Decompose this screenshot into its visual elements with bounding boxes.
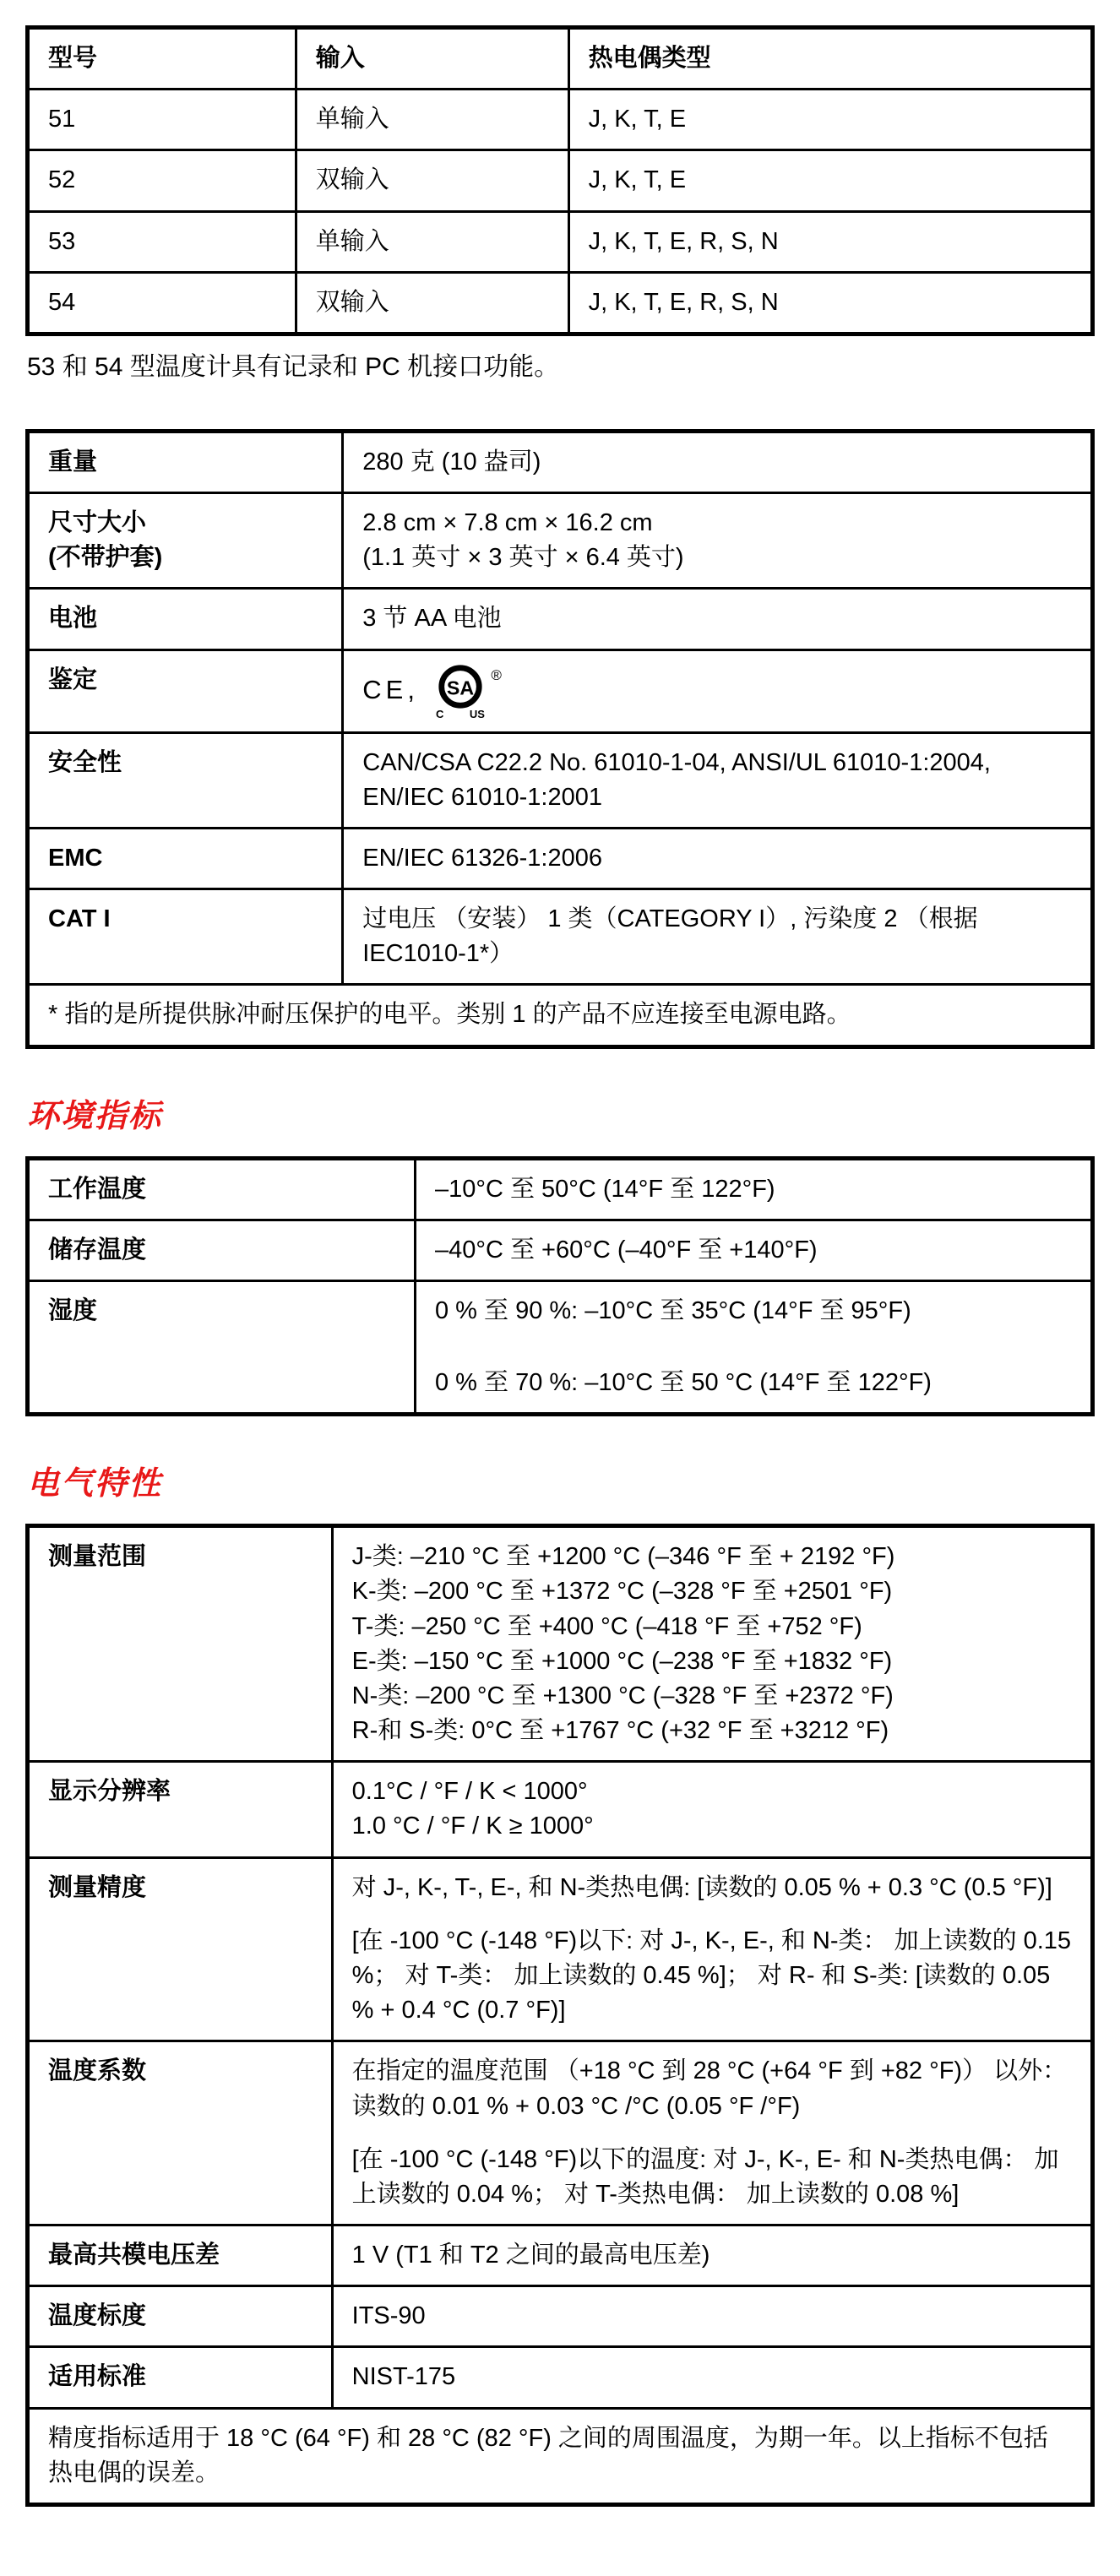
model-cell: 54	[28, 272, 296, 334]
table-row	[28, 1220, 1093, 1280]
table-row	[28, 211, 1093, 272]
table-row	[28, 1526, 1093, 1762]
elec-label-scale: 温度标度	[28, 2286, 333, 2347]
spec-label-weight: 重量	[28, 431, 343, 492]
csa-logo-subtext	[436, 709, 485, 720]
model-cell: 52	[28, 150, 296, 211]
env-label-operating-temp: 工作温度	[28, 1158, 416, 1220]
tc-type-cell: J, K, T, E, R, S, N	[568, 272, 1092, 334]
spec-value-safety: CAN/CSA C22.2 No. 61010-1-04, ANSI/UL 61010-1:2004, EN/IEC 61010-1:2001	[343, 732, 1093, 828]
spec-value-size-line2: (1.1 英寸 × 3 英寸 × 6.4 英寸)	[362, 544, 684, 572]
input-cell: 单输入	[296, 90, 568, 150]
input-cell: 双输入	[296, 272, 568, 334]
csa-logo-icon	[436, 663, 485, 712]
range-line-e: E-类: –150 °C 至 +1000 °C (–238 °F 至 +1832 °F)	[351, 1647, 893, 1675]
table-row	[28, 2286, 1093, 2347]
electrical-table	[25, 1524, 1095, 2507]
env-humidity-line1: 0 % 至 90 %: –10°C 至 35°C (14°F 至 95°F)	[435, 1296, 911, 1324]
elec-label-standard: 适用标准	[28, 2347, 333, 2408]
elec-label-tempco: 温度系数	[28, 2041, 333, 2225]
env-value-operating-temp: –10°C 至 50°C (14°F 至 122°F)	[416, 1158, 1093, 1220]
tc-type-cell: J, K, T, E, R, S, N	[568, 211, 1092, 272]
range-line-n: N-类: –200 °C 至 +1300 °C (–328 °F 至 +2372 °F)	[351, 1682, 894, 1709]
spec-value-weight: 280 克 (10 盎司)	[343, 431, 1093, 492]
electrical-section-heading: 电气特性	[27, 1466, 163, 1503]
spec-value-certification	[343, 649, 1093, 732]
spec-label-certification: 鉴定	[28, 649, 343, 732]
spec-label-safety: 安全性	[28, 732, 343, 828]
elec-value-tempco	[332, 2041, 1092, 2225]
env-label-humidity: 湿度	[28, 1280, 416, 1414]
spec-label-size	[28, 493, 343, 589]
model-table	[25, 25, 1095, 336]
csa-sub-us: US	[469, 707, 485, 720]
resolution-line1: 0.1°C / °F / K < 1000°	[351, 1778, 588, 1806]
environment-section-heading: 环境指标	[27, 1098, 163, 1134]
environment-table	[25, 1156, 1095, 1417]
csa-logo	[435, 663, 502, 720]
table-row	[28, 2408, 1093, 2504]
spec-label-battery: 电池	[28, 589, 343, 649]
general-spec-footnote: * 指的是所提供脉冲耐压保护的电平。类别 1 的产品不应连接至电源电路。	[28, 985, 1093, 1046]
electrical-footnote: 精度指标适用于 18 °C (64 °F) 和 28 °C (82 °F) 之间的周围温度，为期一年。以上指标不包括热电偶的误差。	[28, 2408, 1093, 2504]
env-label-storage-temp: 储存温度	[28, 1220, 416, 1280]
env-humidity-line2: 0 % 至 70 %: –10°C 至 50 °C (14°F 至 122°F)	[435, 1369, 932, 1397]
table-row	[28, 649, 1093, 732]
table-row	[28, 2041, 1093, 2225]
table-row	[28, 431, 1093, 492]
resolution-line2: 1.0 °C / °F / K ≥ 1000°	[351, 1812, 594, 1840]
elec-label-cmv: 最高共模电压差	[28, 2225, 333, 2286]
elec-value-range	[332, 1526, 1092, 1762]
svg-text:SA: SA	[446, 677, 475, 699]
tempco-paragraph-1: 在指定的温度范围 （+18 °C 到 28 °C (+64 °F 到 +82 °F)） 以外： 读数的 0.01 % + 0.03 °C /°C (0.05 °F /°F)	[351, 2057, 1068, 2120]
env-value-humidity	[416, 1280, 1093, 1414]
spec-value-size	[343, 493, 1093, 589]
general-spec-table	[25, 429, 1095, 1049]
table-row	[28, 150, 1093, 211]
model-cell: 51	[28, 90, 296, 150]
tc-type-cell: J, K, T, E	[568, 90, 1092, 150]
table-row	[28, 272, 1093, 334]
range-line-k: K-类: –200 °C 至 +1372 °C (–328 °F 至 +2501 °F)	[351, 1578, 893, 1606]
model-table-header-model: 型号	[28, 28, 296, 90]
spec-value-cat: 过电压 （安装） 1 类（CATEGORY I）, 污染度 2 （根据 IEC1010-1*）	[343, 889, 1093, 985]
spec-label-emc: EMC	[28, 828, 343, 889]
spec-label-size-line2: (不带护套)	[48, 544, 163, 572]
elec-label-resolution: 显示分辨率	[28, 1762, 333, 1857]
table-row	[28, 1762, 1093, 1857]
spec-value-emc: EN/IEC 61326-1:2006	[343, 828, 1093, 889]
model-table-header-tc-type: 热电偶类型	[568, 28, 1092, 90]
elec-value-standard: NIST-175	[332, 2347, 1092, 2408]
model-table-header-row	[28, 28, 1093, 90]
model-table-header-input: 输入	[296, 28, 568, 90]
spec-value-battery: 3 节 AA 电池	[343, 589, 1093, 649]
table-row	[28, 1857, 1093, 2041]
spec-value-size-line1: 2.8 cm × 7.8 cm × 16.2 cm	[362, 509, 653, 537]
model-note-text: 53 和 54 型温度计具有记录和 PC 机接口功能。	[27, 352, 560, 381]
elec-value-resolution	[332, 1762, 1092, 1857]
spec-label-size-line1: 尺寸大小	[48, 509, 147, 537]
range-line-rs: R-和 S-类: 0°C 至 +1767 °C (+32 °F 至 +3212 °F)	[351, 1717, 889, 1745]
env-value-storage-temp: –40°C 至 +60°C (–40°F 至 +140°F)	[416, 1220, 1093, 1280]
table-row	[28, 732, 1093, 828]
tc-type-cell: J, K, T, E	[568, 150, 1092, 211]
tempco-paragraph-2: [在 -100 °C (-148 °F)以下的温度: 对 J-, K-, E- 和 N-类热电偶： 加上读数的 0.04 %； 对 T-类热电偶： 加上读数的 0.08 %]	[351, 2145, 1059, 2208]
input-cell: 双输入	[296, 150, 568, 211]
table-row	[28, 1158, 1093, 1220]
elec-label-range: 测量范围	[28, 1526, 333, 1762]
range-line-t: T-类: –250 °C 至 +400 °C (–418 °F 至 +752 °F)	[351, 1612, 862, 1640]
table-row	[28, 2347, 1093, 2408]
elec-value-scale: ITS-90	[332, 2286, 1092, 2347]
input-cell: 单输入	[296, 211, 568, 272]
elec-value-accuracy	[332, 1857, 1092, 2041]
table-row	[28, 589, 1093, 649]
accuracy-paragraph-2: [在 -100 °C (-148 °F)以下: 对 J-, K-, E-, 和 N-类： 加上读数的 0.15 %； 对 T-类： 加上读数的 0.45 %]； 对 R- 和 S-类: [读数的 0.05 % + 0.4 °C (0.7 °F)]	[351, 1927, 1072, 2024]
table-row	[28, 1280, 1093, 1414]
model-cell: 53	[28, 211, 296, 272]
elec-value-cmv: 1 V (T1 和 T2 之间的最高电压差)	[332, 2225, 1092, 2286]
registered-mark: ®	[491, 666, 502, 683]
range-line-j: J-类: –210 °C 至 +1200 °C (–346 °F 至 + 2192 °F)	[351, 1543, 895, 1571]
table-row	[28, 493, 1093, 589]
table-row	[28, 889, 1093, 985]
table-row	[28, 985, 1093, 1046]
elec-label-accuracy: 测量精度	[28, 1857, 333, 2041]
table-row	[28, 2225, 1093, 2286]
ce-mark: CE,	[362, 674, 419, 704]
spec-label-cat: CAT I	[28, 889, 343, 985]
accuracy-paragraph-1: 对 J-, K-, T-, E-, 和 N-类热电偶: [读数的 0.05 % + 0.3 °C (0.5 °F)]	[351, 1873, 1052, 1901]
csa-sub-c: C	[435, 707, 444, 720]
table-row	[28, 90, 1093, 150]
table-row	[28, 828, 1093, 889]
